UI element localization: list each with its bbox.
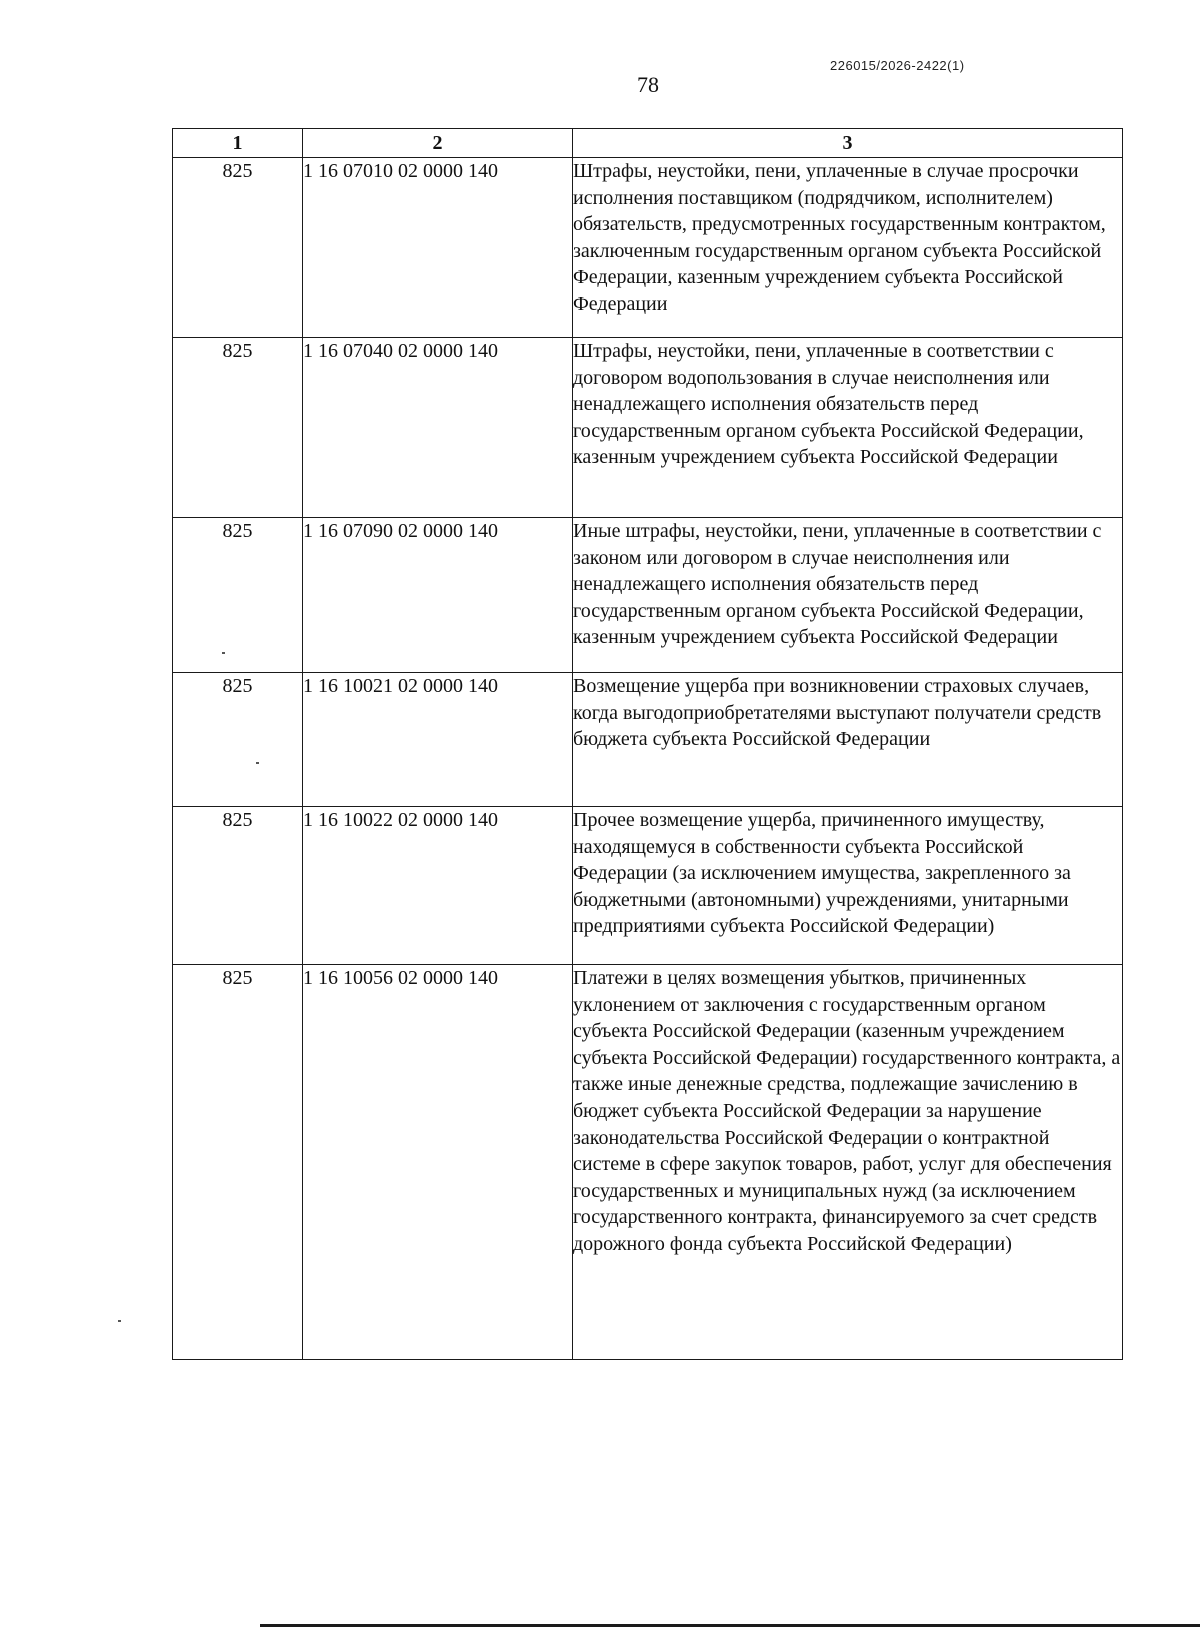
table-row	[173, 158, 1123, 338]
column-header-description: 3	[573, 129, 1123, 158]
column-header-admin: 1	[173, 129, 303, 158]
budget-code-cell: 1 16 07090 02 0000 140	[303, 518, 573, 673]
admin-code-cell: 825	[173, 158, 303, 338]
column-header-code: 2	[303, 129, 573, 158]
page-number: 78	[637, 72, 659, 97]
description-cell: Штрафы, неустойки, пени, уплаченные в случае просрочки исполнения поставщиком (подрядчиком, исполнителем) обязательств, предусмотренных государственным контрактом, заключенным государственным органом субъекта Российской Федерации, казенным учреждением субъекта Российской Федерации	[573, 158, 1123, 338]
budget-code-cell: 1 16 07040 02 0000 140	[303, 338, 573, 518]
description-cell: Платежи в целях возмещения убытков, причиненных уклонением от заключения с государственным органом субъекта Российской Федерации (казенным учреждением субъекта Российской Федерации) государственного контракта, а также иные денежные средства, подлежащие зачислению в бюджет субъекта Российской Федерации за нарушение законодательства Российской Федерации о контрактной системе в сфере закупок товаров, работ, услуг для обеспечения государственных и муниципальных нужд (за исключением государственного контракта, финансируемого за счет средств дорожного фонда субъекта Российской Федерации)	[573, 965, 1123, 1360]
budget-codes-table	[172, 128, 1123, 1360]
description-cell: Штрафы, неустойки, пени, уплаченные в соответствии с договором водопользования в случае неисполнения или ненадлежащего исполнения обязательств перед государственным органом субъекта Российской Федерации, казенным учреждением субъекта Российской Федерации	[573, 338, 1123, 518]
scan-artifact-dot	[256, 762, 259, 764]
table-row	[173, 518, 1123, 673]
admin-code-cell: 825	[173, 518, 303, 673]
description-cell: Возмещение ущерба при возникновении страховых случаев, когда выгодоприобретателями выступают получатели средств бюджета субъекта Российской Федерации	[573, 673, 1123, 807]
description-cell: Прочее возмещение ущерба, причиненного имуществу, находящемуся в собственности субъекта Российской Федерации (за исключением имущества, закрепленного за бюджетными (автономными) учреждениями, унитарными предприятиями субъекта Российской Федерации)	[573, 807, 1123, 965]
budget-code-cell: 1 16 07010 02 0000 140	[303, 158, 573, 338]
scan-artifact-dot	[222, 652, 225, 654]
document-registration-number: 226015/2026-2422(1)	[830, 58, 965, 73]
table-row	[173, 965, 1123, 1360]
budget-code-cell: 1 16 10022 02 0000 140	[303, 807, 573, 965]
table-row	[173, 673, 1123, 807]
budget-code-cell: 1 16 10021 02 0000 140	[303, 673, 573, 807]
admin-code-cell: 825	[173, 338, 303, 518]
scan-bottom-edge-line	[260, 1624, 1200, 1627]
admin-code-cell: 825	[173, 673, 303, 807]
table-row	[173, 807, 1123, 965]
scan-artifact-dot	[118, 1320, 121, 1322]
admin-code-cell: 825	[173, 965, 303, 1360]
admin-code-cell: 825	[173, 807, 303, 965]
description-cell: Иные штрафы, неустойки, пени, уплаченные в соответствии с законом или договором в случае неисполнения или ненадлежащего исполнения обязательств перед государственным органом субъекта Российской Федерации, казенным учреждением субъекта Российской Федерации	[573, 518, 1123, 673]
table-header-row	[173, 129, 1123, 158]
budget-code-cell: 1 16 10056 02 0000 140	[303, 965, 573, 1360]
table-row	[173, 338, 1123, 518]
